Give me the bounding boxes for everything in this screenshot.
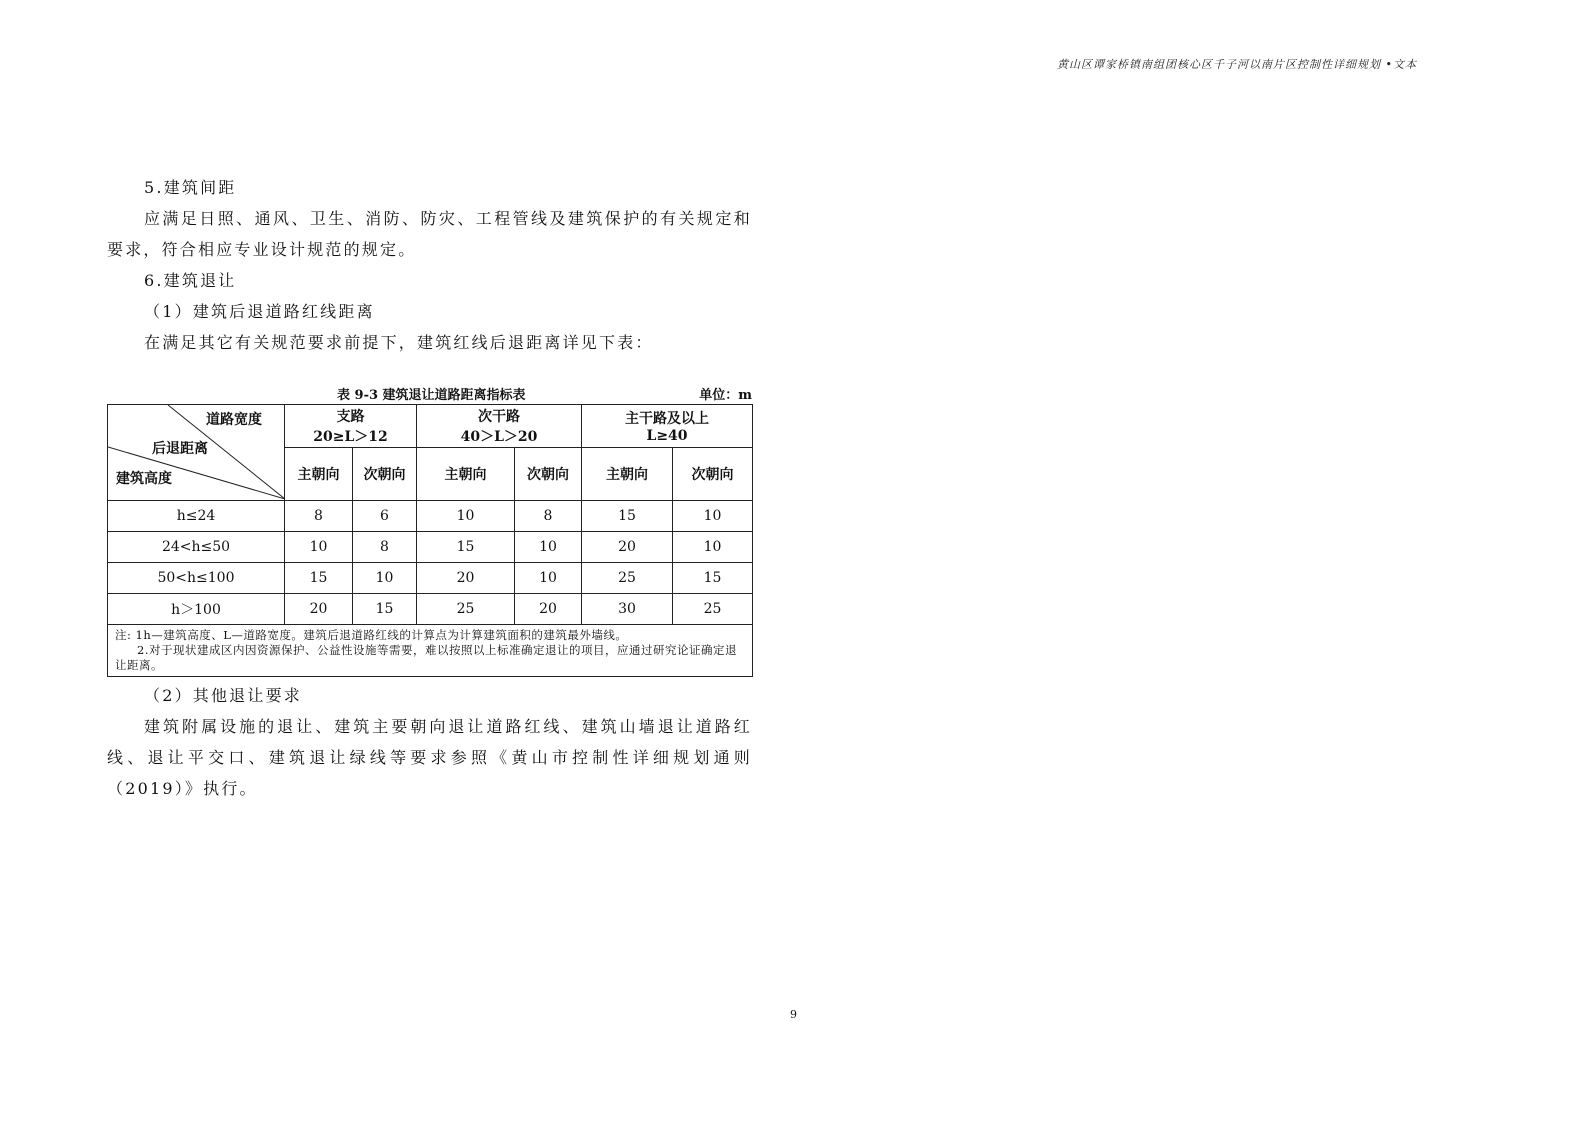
value-cell: 10 (673, 532, 753, 563)
group-range: 20≥L＞12 (313, 429, 388, 445)
section-5-title: 5.建筑间距 (144, 178, 237, 197)
section-6-title: 6.建筑退让 (144, 271, 237, 290)
subheader-cell: 主朝向 (582, 448, 673, 501)
value-cell: 25 (417, 594, 515, 625)
table-row (108, 501, 753, 532)
value-cell: 25 (582, 563, 673, 594)
group-name: 支路 (336, 409, 365, 425)
note-line-1: 注: 1h—建筑高度、L—道路宽度。建筑后退道路红线的计算点为计算建筑面积的建筑最外墙线。 (115, 628, 628, 642)
corner-road-width-label: 道路宽度 (206, 412, 262, 428)
table-header-row-1 (108, 405, 753, 448)
table-row (108, 563, 753, 594)
section-6-2-body: 建筑附属设施的退让、建筑主要朝向退让道路红线、建筑山墙退让道路红线、退让平交口、建筑退让绿线等要求参照《黄山市控制性详细规划通则（2019）》执行。 (107, 717, 752, 798)
value-cell: 10 (673, 501, 753, 532)
value-cell: 25 (673, 594, 753, 625)
group-name: 主干路及以上 (625, 411, 710, 427)
height-cell: 50<h≤100 (108, 563, 285, 594)
page-number: 9 (790, 1008, 797, 1021)
table-row (108, 594, 753, 625)
group-range: 40＞L＞20 (460, 429, 538, 445)
corner-setback-label: 后退距离 (152, 441, 208, 457)
value-cell: 8 (515, 501, 582, 532)
value-cell: 20 (285, 594, 353, 625)
value-cell: 15 (417, 532, 515, 563)
header-group-main-road (582, 405, 753, 448)
height-cell: h≤24 (108, 501, 285, 532)
height-cell: h＞100 (108, 594, 285, 625)
value-cell: 15 (673, 563, 753, 594)
value-cell: 10 (285, 532, 353, 563)
document-header: 黄山区谭家桥镇南组团核心区千子河以南片区控制性详细规划 •文本 (1057, 58, 1417, 71)
section-6-1-title: （1）建筑后退道路红线距离 (144, 302, 375, 321)
value-cell: 6 (353, 501, 417, 532)
value-cell: 20 (515, 594, 582, 625)
subheader-cell: 次朝向 (353, 448, 417, 501)
table-row (108, 532, 753, 563)
value-cell: 10 (353, 563, 417, 594)
corner-building-height-label: 建筑高度 (116, 471, 172, 487)
note-line-2: 2.对于现状建成区内因资源保护、公益性设施等需要，难以按照以上标准确定退让的项目，应通过研究论证确定退让距离。 (115, 643, 737, 672)
section-6-2-title: （2）其他退让要求 (144, 686, 302, 705)
value-cell: 8 (353, 532, 417, 563)
value-cell: 10 (417, 501, 515, 532)
table-corner-cell (108, 405, 285, 501)
header-group-branch-road (285, 405, 417, 448)
table-note-cell (108, 625, 753, 677)
value-cell: 10 (515, 532, 582, 563)
main-content (107, 172, 752, 804)
header-group-secondary-road (417, 405, 582, 448)
subheader-cell: 主朝向 (417, 448, 515, 501)
group-range: L≥40 (646, 428, 688, 444)
value-cell: 15 (582, 501, 673, 532)
value-cell: 20 (417, 563, 515, 594)
table-caption: 表 9-3 建筑退让道路距离指标表 (337, 388, 526, 403)
subheader-cell: 主朝向 (285, 448, 353, 501)
height-cell: 24<h≤50 (108, 532, 285, 563)
table-caption-row (107, 380, 752, 404)
value-cell: 15 (285, 563, 353, 594)
table-note-row (108, 625, 753, 677)
value-cell: 20 (582, 532, 673, 563)
subheader-cell: 次朝向 (515, 448, 582, 501)
value-cell: 10 (515, 563, 582, 594)
subheader-cell: 次朝向 (673, 448, 753, 501)
section-5-body: 应满足日照、通风、卫生、消防、防灾、工程管线及建筑保护的有关规定和要求，符合相应专业设计规范的规定。 (107, 209, 752, 259)
value-cell: 8 (285, 501, 353, 532)
setback-table (107, 404, 753, 677)
value-cell: 30 (582, 594, 673, 625)
section-6-1-body: 在满足其它有关规范要求前提下，建筑红线后退距离详见下表： (144, 333, 654, 352)
value-cell: 15 (353, 594, 417, 625)
group-name: 次干路 (478, 409, 521, 425)
table-unit: 单位：m (699, 388, 752, 403)
